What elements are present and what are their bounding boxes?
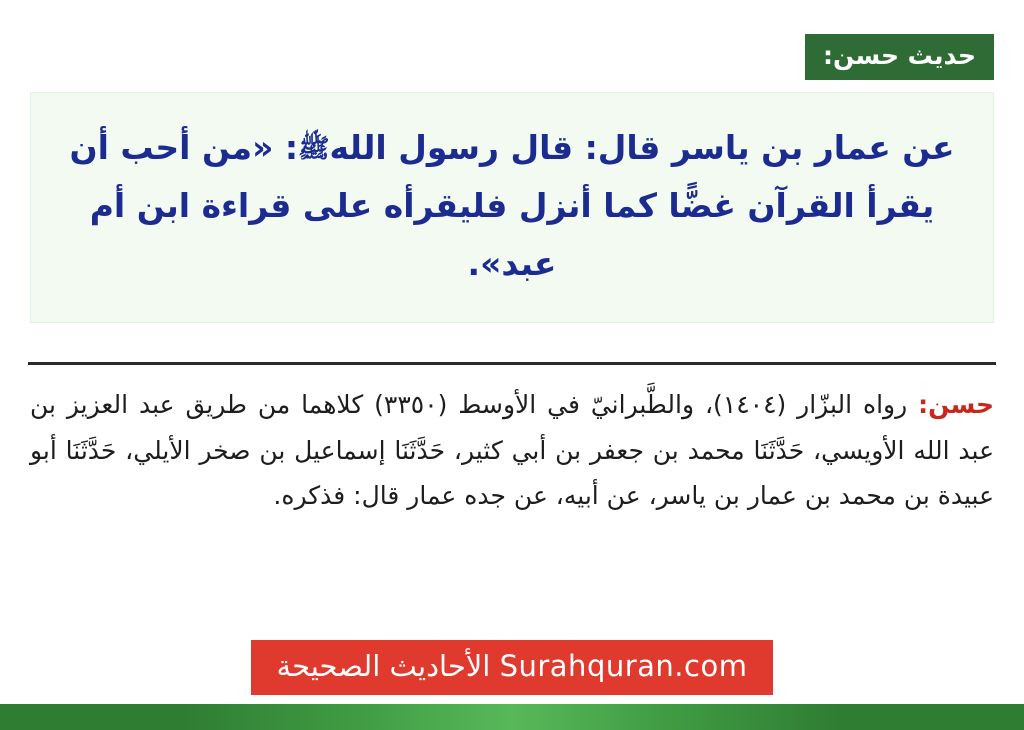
hadith-text (65, 119, 959, 292)
hadith-grade-badge: حديث حسن: (805, 34, 994, 80)
hadith-text-before: عن عمار بن ياسر قال: قال رسول الله (329, 128, 955, 167)
footer-banner[interactable] (251, 640, 774, 695)
hadith-text-after: : «من أحب أن يقرأ القرآن غضًّا كما أنزل فليقرأه على قراءة ابن أم عبد». (69, 128, 935, 283)
grade-label-row (805, 34, 994, 80)
site-name: Surahquran.com (499, 649, 748, 683)
hadith-text-box (30, 92, 994, 323)
footer-tagline: الأحاديث الصحيحة (276, 649, 491, 683)
bottom-decorative-strip (0, 704, 1024, 730)
takhrij-body: رواه البزّار (١٤٠٤)، والطَّبرانيّ في الأوسط (٣٣٥٠) كلاهما من طريق عبد العزيز بن عبد الله الأويسي، حَدَّثَنَا محمد بن جعفر بن أبي كثير، حَدَّثَنَا إسماعيل بن صخر الأيلي، حَدَّثَنَا أبو عبيدة بن محمد بن عمار بن ياسر، عن أبيه، عن جده عمار قال: فذكره. (30, 390, 994, 510)
takhrij-paragraph (30, 382, 994, 519)
takhrij-grade: حسن: (918, 390, 995, 419)
section-divider (28, 362, 996, 365)
sallallahu-alayhi-wasallam-icon: ﷺ (298, 133, 330, 164)
footer-bar-wrapper (0, 640, 1024, 695)
